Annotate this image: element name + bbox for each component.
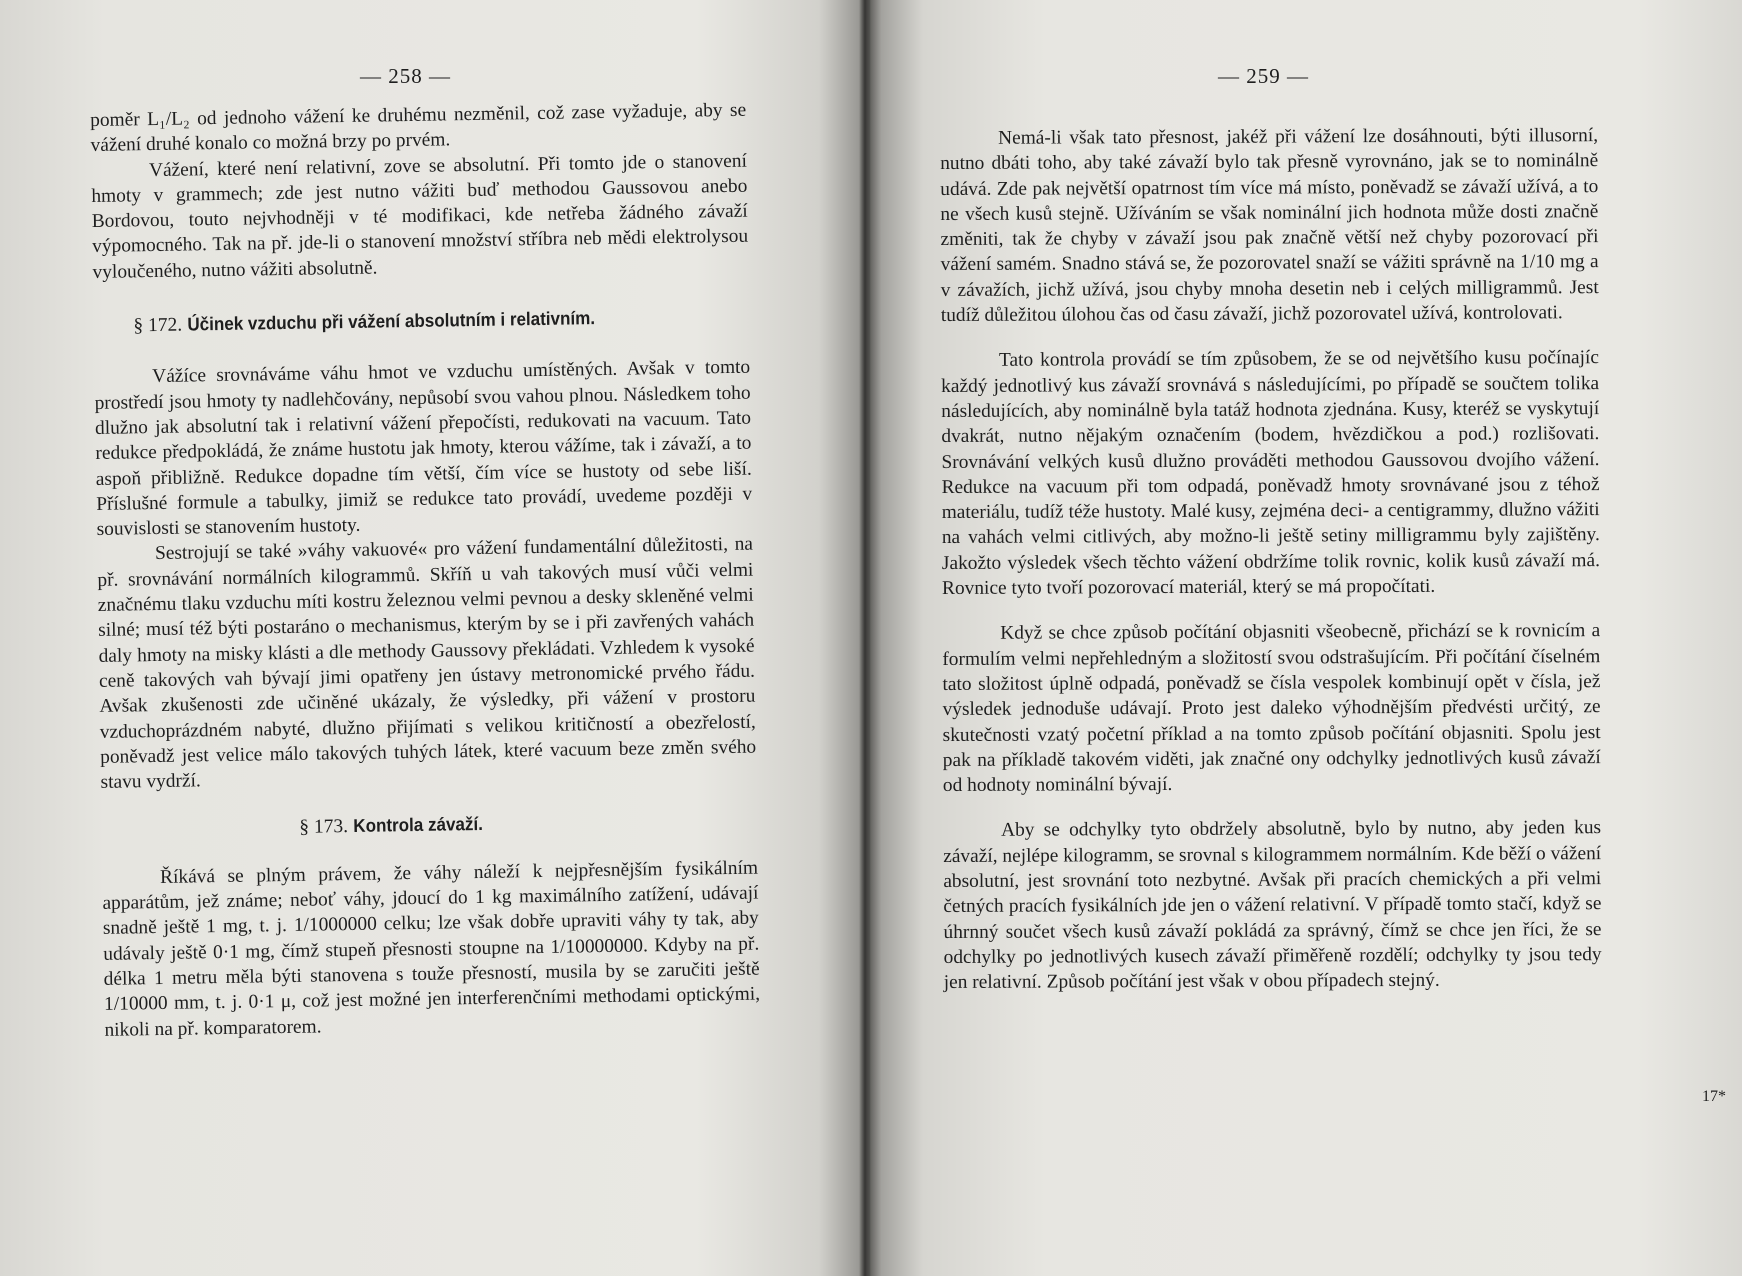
section-172-heading bbox=[93, 303, 749, 340]
section-173-heading bbox=[101, 807, 757, 844]
right-paragraph-2: Tato kontrola provádí se tím způsobem, že se od největšího kusu počínajíc každý jednotlivý kus závaží srovnává s následujícími, po případě se součtem tolika následujících, aby nominálně byla tatáž hodnota zjednána. Kusy, kteréž se vyskytují dvakrát, nutno nějakým označením (bodem, hvězdičkou a pod.) rozlišovati. Srovnávání velkých kusů dlužno prováděti methodou Gaussovou dvojího vážení. Redukce na vacuum při tom odpadá, poněvadž hmoty srovnávané jsou z téhož materiálu, tudíž téže hustoty. Malé kusy, zejména deci- a centigrammy, dlužno vážiti na vahách velmi citlivých, aby možno-li ještě setiny milligrammu byly zajištěny. Jakožto výsledek všech těchto vážení obdržíme tolik rovnic, kolik kusů závaží má. Rovnice tyto tvoří pozorovací materiál, který se má propočítati. bbox=[941, 347, 1600, 600]
right-page bbox=[866, 0, 1742, 1276]
section-172-number: § 172. bbox=[133, 314, 183, 337]
right-paragraph-4: Aby se odchylky tyto obdržely absolutně, bylo by nutno, aby jeden kus závaží, nejlépe kilogramm, se srovnal s kilogrammem normálním. Kde běží o vážení absolutní, jest srovnání toto nezbytné. Avšak při pracích chemických a při velmi četných pracích fysikálních jde jen o vážení relativní. V případě tomto stačí, když se úhrnný součet všech kusů závaží pokládá za správný, čímž se chce jen říci, že se odchylky po jednotlivých kusech závaží přiměřeně rozdělí; odchylky ty jsou tedy jen relativní. Způsob počítání jest však v obou případech stejný. bbox=[943, 817, 1602, 994]
left-paragraph-3: Vážíce srovnáváme váhu hmot ve vzduchu umístěných. Avšak v tomto prostředí jsou hmoty ty nadlehčovány, nepůsobí svou vahou plnou. Následkem toho dlužno jak absolutní tak i relativní vážení přepočísti, redukovati na vacuum. Tato redukce předpokládá, že známe hustotu jak hmoty, kterou vážíme, tak i závaží, a to aspoň přibližně. Redukce dopadne tím větší, čím více se hustoty od sebe liší. Příslušné formule a tabulky, jimiž se redukce tato provádí, uvedeme později v souvislosti se stanovením hustoty. bbox=[94, 357, 753, 541]
page-number-259: — 259 — bbox=[1218, 64, 1309, 88]
right-page-body bbox=[940, 123, 1602, 995]
left-paragraph-1: poměr L₁/L₂ od jednoho vážení ke druhému nezměnil, což zase vyžaduje, aby se vážení druhé konalo co možná brzy po prvém. bbox=[90, 99, 747, 157]
left-page bbox=[0, 0, 862, 1276]
section-172-title: Účinek vzduchu při vážení absolutním i relativním. bbox=[186, 307, 595, 335]
right-paragraph-1: Nemá-li však tato přesnost, jakéž při vážení lze dosáhnouti, býti illusorní, nutno dbáti toho, aby také závaží bylo tak přesně vyrovnáno, jak se to nominálně udává. Zde pak největší opatrnost tím více má místo, poněvadž se závaží užívá, a to ne všech kusů stejně. Užíváním se však nominální jich hodnota může dosti značně změniti, tak že chyby v závaží jsou pak značně větší než chyby pozorovací při vážení samém. Snadno stává se, že pozorovatel snaží se vážiti správně na 1/10 mg a v závažích, jichž užívá, jsou chyby mnoha desetin neb i celých milligrammů. Jest tudíž důležitou úlohou čas od času závaží, jichž pozorovatel užívá, kontrolovati. bbox=[940, 125, 1599, 327]
page-number-258: — 258 — bbox=[360, 64, 451, 88]
section-173-number: § 173. bbox=[299, 816, 349, 839]
signature-mark: 17* bbox=[1702, 1088, 1726, 1105]
left-paragraph-2: Vážení, které není relativní, zove se absolutní. Při tomto jde o stanovení hmoty v grammech; zde jest nutno vážiti buď methodou Gaussovou anebo Bordovou, touto nejvhodněji v té modifikaci, kde netřeba žádného závaží výpomocného. Tak na př. jde-li o stanovení množství stříbra neb mědi elektrolysou vyloučeného, nutno vážiti absolutně. bbox=[91, 150, 749, 283]
left-paragraph-4: Sestrojují se také »váhy vakuové« pro vážení fundamentální důležitosti, na př. srovnávání normálních kilogrammů. Skříň u vah takových musí vůči velmi značnému tlaku vzduchu míti kostru železnou velmi pevnou a desky skleněné velmi silné; musí též býti postaráno o mechanismus, kterým by se i při zavřených vahách daly hmoty na misky klásti a dle methody Gaussovy překládati. Vzhledem k vysoké ceně takových vah bývají jimi opatřeny jen ústavy metronomické prvého řádu. Avšak zkušenosti zde učiněné ukázaly, že výsledky, při vážení v prostoru vzduchoprázdném nabyté, dlužno přijímati s velikou kritičností a obezřelostí, poněvadž jest velice málo takových tuhých látek, které vacuum beze změn svého stavu vydrží. bbox=[97, 534, 757, 794]
right-paragraph-3: Když se chce způsob počítání objasniti všeobecně, přichází se k rovnicím a formulím velmi nepřehledným a složitostí svou odstrašujícím. Při počítání číselném tato složitost úplně odpadá, poněvadž se čísla vespolek kombinují opět v čísla, jež výsledek jednoduše udávají. Proto jest daleko výhodnějším předvésti určitý, ze skutečnosti vzatý početní příklad a na tomto způsob počítání objasniti. Spolu jest pak na příkladě takovém viděti, jak značné ony odchylky jednotlivých kusů závaží od hodnoty nominální bývají. bbox=[942, 620, 1601, 797]
left-paragraph-5: Říkává se plným právem, že váhy náleží k nejpřesnějším fysikálním apparátům, jež známe; neboť váhy, jdoucí do 1 kg maximálního zatížení, udávají snadně ještě 1 mg, t. j. 1/1000000 celku; lze však dobře upraviti váhy ty tak, aby udávaly ještě 0·1 mg, čímž stupeň přesnosti stoupne na 1/10000000. Kdyby na př. délka 1 metru měla býti stanovena s touže přesností, musila by se zaručiti ještě 1/10000 mm, t. j. 0·1 μ, což jest možné jen interferenčními methodami optickými, nikoli na př. komparatorem. bbox=[102, 857, 761, 1041]
section-173-title: Kontrola závaží. bbox=[352, 813, 483, 837]
left-page-body bbox=[90, 98, 761, 1043]
